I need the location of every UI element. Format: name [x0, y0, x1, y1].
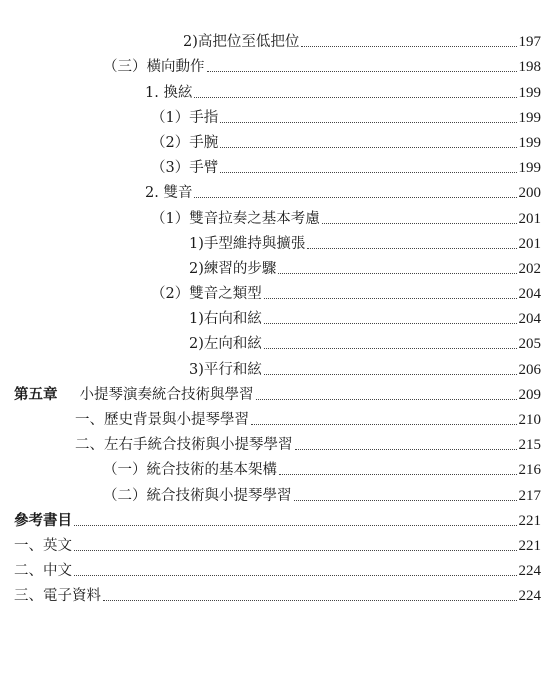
dot-leader: [264, 348, 517, 349]
toc-entry: [0, 127, 560, 152]
dot-leader: [74, 575, 517, 576]
dot-leader: [307, 248, 516, 249]
toc-entry: [0, 429, 560, 454]
toc-entry-page: 199: [518, 134, 541, 151]
toc-entry-page: 221: [518, 512, 541, 529]
toc-entry-page: 209: [518, 386, 541, 403]
toc-entry-label: （1）手指: [151, 109, 219, 126]
toc-entry-label: 1. 換絃: [145, 84, 193, 101]
toc-chapter-entry: [0, 379, 560, 404]
toc-entry-label: 2. 雙音: [145, 185, 193, 202]
toc-entry-page: 205: [518, 336, 541, 353]
dot-leader: [74, 525, 517, 526]
toc-entry: [0, 580, 560, 605]
toc-entry-label: （2）手腕: [151, 134, 219, 151]
toc-entry-label: 三、電子資料: [14, 588, 101, 605]
toc-entry: [0, 278, 560, 303]
toc-entry: [0, 228, 560, 253]
toc-entry-label: （3）手臂: [151, 160, 219, 177]
toc-entry-label: 參考書目: [14, 511, 72, 529]
dot-leader: [220, 172, 516, 173]
toc-entry-label: 二、中文: [14, 563, 72, 580]
toc-bibliography-entry: [0, 505, 560, 530]
toc-entry-label: 3)平行和絃: [189, 361, 262, 378]
toc-entry-page: 206: [518, 361, 541, 378]
dot-leader: [295, 449, 517, 450]
toc-entry-page: 221: [518, 537, 541, 554]
toc-entry-page: 204: [518, 286, 541, 303]
toc-entry-label: 二、左右手統合技術與小提琴學習: [75, 437, 293, 454]
toc-entry-label: 1)手型維持與擴張: [189, 235, 306, 252]
toc-entry-page: 201: [518, 210, 541, 227]
toc-entry-label: 一、英文: [14, 537, 72, 554]
toc-entry-page: 199: [518, 160, 541, 177]
toc-entry-page: 199: [518, 109, 541, 126]
table-of-contents: [0, 26, 560, 605]
toc-entry: [0, 76, 560, 101]
toc-entry-label: 2)左向和絃: [189, 336, 262, 353]
toc-entry-page: 215: [518, 437, 541, 454]
toc-entry-page: 204: [518, 311, 541, 328]
toc-entry-page: 197: [518, 34, 541, 51]
toc-entry-label: （三）橫向動作: [103, 59, 205, 76]
dot-leader: [322, 223, 517, 224]
toc-entry: [0, 253, 560, 278]
toc-entry-page: 216: [518, 462, 541, 479]
dot-leader: [279, 474, 517, 475]
toc-entry-label: 一、歷史背景與小提琴學習: [75, 412, 249, 428]
toc-entry-page: 202: [518, 260, 541, 277]
toc-entry: [0, 404, 560, 429]
dot-leader: [264, 323, 517, 324]
toc-entry: [0, 555, 560, 580]
dot-leader: [220, 122, 516, 123]
dot-leader: [194, 197, 516, 198]
dot-leader: [103, 600, 517, 601]
dot-leader: [74, 550, 517, 551]
toc-entry-label: 2)練習的步驟: [189, 260, 277, 277]
toc-entry-label: （2）雙音之類型: [151, 286, 262, 303]
toc-entry: [0, 454, 560, 479]
toc-entry-page: 224: [518, 588, 541, 605]
toc-entry-label: 1)右向和絃: [189, 311, 262, 328]
toc-entry: [0, 530, 560, 555]
toc-entry: [0, 479, 560, 504]
toc-entry-label: （二）統合技術與小提琴學習: [103, 487, 292, 504]
dot-leader: [256, 399, 517, 400]
dot-leader: [264, 298, 517, 299]
toc-entry: [0, 353, 560, 378]
toc-entry-page: 201: [518, 235, 541, 252]
toc-chapter-label: [14, 386, 254, 404]
dot-leader: [220, 147, 516, 148]
toc-entry-label: 2)高把位至低把位: [183, 34, 300, 51]
toc-entry-page: 200: [518, 185, 541, 202]
toc-entry: [0, 303, 560, 328]
dot-leader: [278, 273, 516, 274]
dot-leader: [294, 500, 517, 501]
toc-entry: [0, 26, 560, 51]
chapter-number: 第五章: [14, 385, 58, 403]
toc-entry: [0, 51, 560, 76]
dot-leader: [301, 46, 516, 47]
toc-entry-page: 224: [518, 563, 541, 580]
chapter-title: 小提琴演奏統合技術與學習: [79, 386, 254, 403]
dot-leader: [251, 424, 517, 425]
toc-entry-page: 198: [518, 59, 541, 76]
dot-leader: [194, 97, 516, 98]
toc-entry: [0, 177, 560, 202]
toc-entry-page: 199: [518, 84, 541, 101]
toc-entry-label: （一）統合技術的基本架構: [103, 462, 277, 479]
toc-entry: [0, 328, 560, 353]
toc-entry-page: 217: [518, 487, 541, 504]
dot-leader: [207, 71, 517, 72]
toc-entry: [0, 152, 560, 177]
toc-entry-label: （1）雙音拉奏之基本考慮: [151, 210, 320, 227]
toc-entry: [0, 102, 560, 127]
dot-leader: [264, 374, 517, 375]
toc-entry-page: 210: [518, 412, 541, 428]
toc-entry: [0, 202, 560, 227]
